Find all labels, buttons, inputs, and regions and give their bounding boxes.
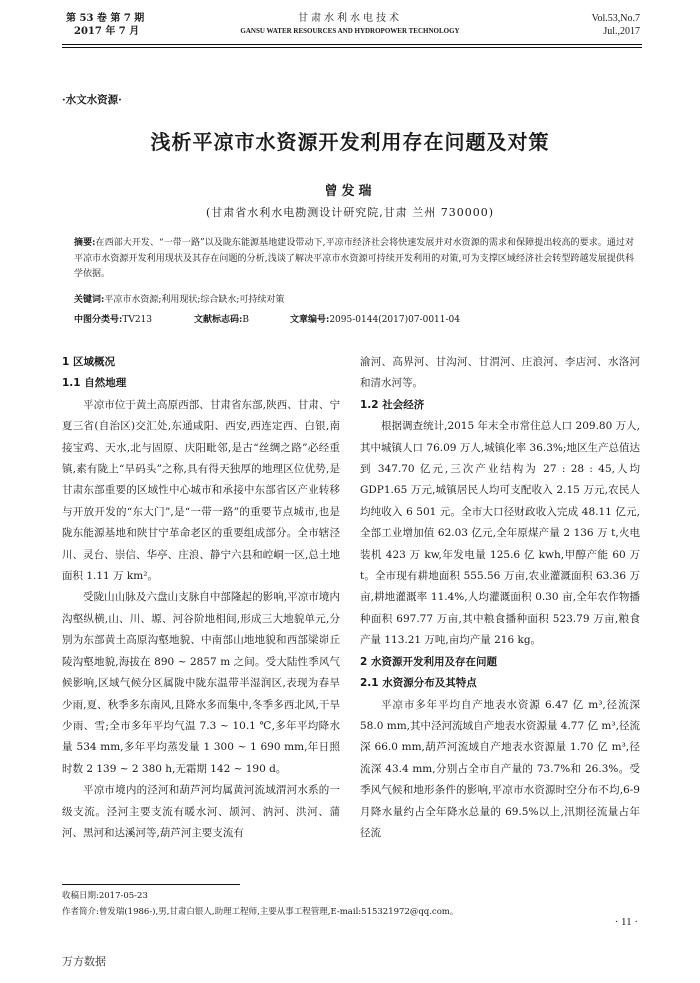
header-date: 2017 年 7 月 (74, 26, 140, 37)
paragraph-rivers-cont: 渝河、高界河、甘沟河、甘渭河、庄浪河、李店河、水洛河和清水河等。 (360, 356, 640, 390)
heading-2: 2 水资源开发利用及存在问题 (360, 655, 497, 668)
article-no-label: 文章编号: (290, 315, 330, 325)
classification-meta (74, 313, 634, 327)
paragraph-location: 平凉市位于黄土高原西部、甘肃省东部,陕西、甘肃、宁夏三省(自治区)交汇处,东通咸阳、西安,西连定西、白银,南接宝鸡、天水,北与固原、庆阳毗邻,是古“丝绸之路”必经重镇,素有陇上“旱码头”之称,具有得天独厚的地理区位优势,是甘肃东部重要的区域性中心城市和承接中东部省区产业转移与开放开发的“东大门”,是“一带一路”的重要节点城市,也是陇东能源基地和陕甘宁革命老区的重要组成部分。全市辖泾川、灵台、崇信、华亭、庄浪、静宁六县和崆峒一区,总土地面积 1.11 万 km²。 (62, 398, 340, 583)
page-number: · 11 · (614, 916, 638, 928)
doc-code-label: 文献标志码: (194, 315, 243, 325)
footnote-rule (62, 884, 240, 885)
header-rule-thick (62, 44, 642, 45)
keywords-text: 平凉市水资源;利用现状;综合缺水;可持续对策 (104, 295, 285, 305)
header-issue (66, 12, 144, 38)
author-bio: 作者简介:曾发瑞(1986-),男,甘肃白银人,助理工程师,主要从事工程管理,E-mail:515321972@qq.com。 (62, 907, 459, 917)
clc-label: 中图分类号: (74, 315, 123, 325)
paragraph-terrain-climate: 受陇山山脉及六盘山支脉自中部隆起的影响,平凉市境内沟壑纵横,山、川、塬、河谷阶地相间,形成三大地貌单元,分别为东部黄土高原沟壑地貌、中南部山地地貌和西部梁峁丘陵沟壑地貌,海拔在 890 ~ 2857 m 之间。受大陆性季风气候影响,区域气候分区属陇中陇东温带半湿润区,表现为春旱少雨,夏、秋季多东南风,且降水多而集中,冬季多西北风,干旱少雨、雪;全市多年平均气温 7.3 ~ 10.1 ℃,多年平均降水量 534 mm,多年平均蒸发量 1 300 ~ 1 690 mm,年日照时数 2 139 ~ 2 380 h,无霜期 142 ~ 190 d。 (62, 591, 340, 775)
clc-value: TV213 (122, 315, 153, 325)
abstract-label: 摘要: (74, 238, 96, 248)
header-vol-no: Vol.53,No.7 (591, 13, 640, 24)
header-month-en: Jul.,2017 (603, 26, 640, 37)
section-tag: ·水文水资源· (62, 94, 122, 106)
author-affiliation: (甘肃省水利水电勘测设计研究院,甘肃 兰州 730000) (205, 206, 495, 219)
abstract (74, 236, 634, 283)
heading-1-1: 1.1 自然地理 (62, 377, 127, 390)
body-column-right (360, 352, 640, 844)
keywords-label: 关键词: (74, 295, 105, 305)
article-no-value: 2095-0144(2017)07-0011-04 (329, 315, 460, 325)
header-volume-issue: 第 53 卷 第 7 期 (66, 13, 145, 24)
keywords (74, 293, 634, 307)
abstract-text: 在西部大开发、“一带一路”以及陇东能源基地建设带动下,平凉市经济社会将快速发展并对水资源的需求和保障提出较高的要求。通过对平凉市水资源开发利用现状及其存在问题的分析,浅谈了解决平凉市水资源可持续开发利用的对策,可为支撑区域经济社会转型跨越发展提供科学依据。 (74, 238, 634, 279)
footnote (62, 888, 642, 920)
header-journal (200, 12, 500, 37)
header-volume-en (592, 12, 640, 38)
paragraph-water-resources: 平凉市多年平均自产地表水资源 6.47 亿 m³,径流深 58.0 mm,其中泾河流域自产地表水资源量 4.77 亿 m³,径流深 66.0 mm,葫芦河流域自产地表水资源量 1.70 亿 m³,径流深 43.4 mm,分别占全市自产量的 73.7%和 26.3%。受季风气候和地形条件的影响,平凉市水资源时空分布不均,6-9 月降水量约占全年降水总量的 69.5%以上,汛期径流量占年径流 (360, 698, 640, 839)
watermark: 万方数据 (62, 955, 106, 968)
paragraph-economy: 根据调查统计,2015 年末全市常住总人口 209.80 万人,其中城镇人口 76.09 万人,城镇化率 36.3%;地区生产总值达到 347.70 亿元,三次产业结构为 27 : 28 : 45,人均 GDP1.65 万元,城镇居民人均可支配收入 2.15 万元,农民人均纯收入 6 501 元。全市大口径财政收入完成 48.11 亿元,全部工业增加值 62.03 亿元,全年原煤产量 2 136 万 t,火电装机 423 万 kw,年发电量 125.6 亿 kwh,甲醇产能 60 万 t。全市现有耕地面积 555.56 万亩,农业灌溉面积 63.36 万亩,耕地灌溉率 11.4%,人均灌溉面积 0.30 亩,全年农作物播种面积 697.77 万亩,其中粮食播种面积 523.79 万亩,粮食产量 113.21 万吨,亩均产量 216 kg。 (360, 420, 640, 647)
doc-code-value: B (242, 315, 249, 325)
journal-title-en: GANSU WATER RESOURCES AND HYDROPOWER TECHNOLOGY (240, 27, 460, 35)
journal-title-cn: 甘肃水利水电技术 (298, 13, 402, 24)
article-title: 浅析平凉市水资源开发利用存在问题及对策 (150, 130, 550, 154)
author-name: 曾发瑞 (324, 184, 376, 199)
body-column-left (62, 352, 340, 844)
heading-1: 1 区域概况 (62, 356, 115, 368)
heading-1-2: 1.2 社会经济 (360, 398, 425, 411)
header-rule-thin (62, 47, 642, 48)
paragraph-rivers: 平凉市境内的泾河和葫芦河均属黄河流域渭河水系的一级支流。泾河主要支流有暖水河、颉河、汭河、洪河、蒲河、黑河和达溪河等,葫芦河主要支流有 (62, 784, 340, 839)
received-date: 收稿日期:2017-05-23 (62, 891, 148, 901)
heading-2-1: 2.1 水资源分布及其特点 (360, 677, 477, 690)
